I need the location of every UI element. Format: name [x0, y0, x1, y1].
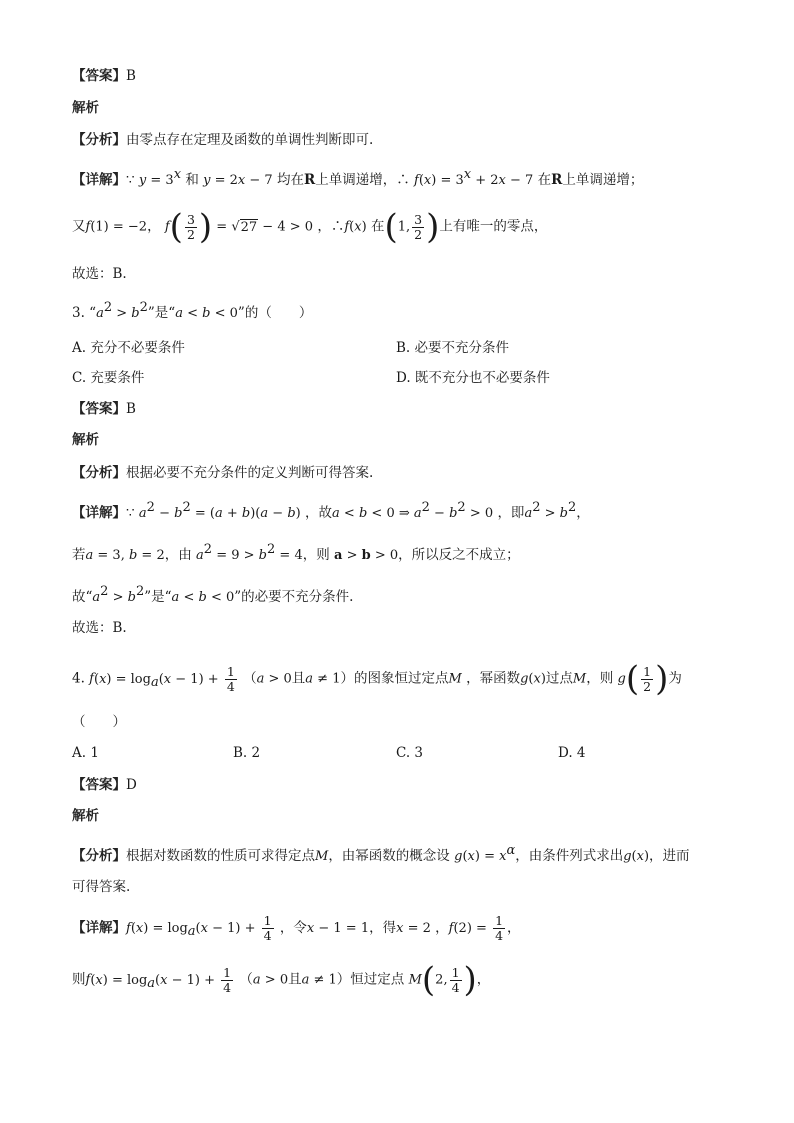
q4-option-c: C. 3: [396, 745, 424, 761]
q3-detail-line-1: 【详解】∵ $a^2 - b^2 = (a + b)(a - b)$ ，故a < b < 0 ⇒ $a^2 - b^2 > 0$ ，即$a^2 > b^2$，: [72, 500, 590, 521]
q4-analyze-line-2: 可得答案.: [72, 879, 131, 895]
q4-option-d: D. 4: [558, 745, 586, 761]
q2-analyze-line: 【分析】由零点存在定理及函数的单调性判断即可.: [72, 132, 374, 148]
answer-label: 【答案】: [72, 68, 126, 84]
q3-answer-line: 【答案】B: [72, 401, 136, 417]
q3-option-a: A. 充分不必要条件: [72, 340, 185, 356]
q4-detail-line-1: 【详解】$f(x) = \log_a(x - 1)$ + $\frac{1}{4}$ ，令x − 1 = 1，得x = 2 ，f(2) = $\frac{1}{4}$ ，: [72, 913, 521, 943]
q3-detail-line-3: 故“$a^2 > b^2$”是“a < b < 0”的必要不充分条件.: [72, 584, 354, 605]
q4-option-a: A. 1: [72, 745, 99, 761]
q4-detail-line-2: 则$f(x) = \log_a(x - 1)$ + $\frac{1}{4}$ （a > 0且a ≠ 1）恒过定点 M(2, $\frac{1}{4}$ )，: [72, 960, 491, 1000]
q3-option-d: D. 既不充分也不必要条件: [396, 370, 550, 386]
q4-paren: （ ）: [72, 714, 126, 730]
q4-answer-line: 【答案】D: [72, 777, 137, 793]
q3-stem: 3. “$a^2 > b^2$”是“a < b < 0”的（ ）: [72, 300, 313, 321]
q2-choose-line: 故选：B.: [72, 266, 127, 282]
q2-detail-line-1: 【详解】∵ $y = 3^x$ 和 y = 2x − 7 均在R上单调递增，∴ $f(x) = 3^x + 2x - 7$ 在R上单调递增；: [72, 167, 644, 188]
q3-analysis-heading: 解析: [72, 432, 99, 448]
q3-detail-line-2: 若a = 3, b = 2，由 $a^2 = 9 > b^2 = 4$，则 a > b > 0，所以反之不成立；: [72, 542, 520, 563]
q3-choose-line: 故选：B.: [72, 620, 127, 636]
q4-stem: 4. $f(x) = \log_a(x - 1)$ + $\frac{1}{4}$ （a > 0且a ≠ 1）的图象恒过定点M ，幂函数g(x)过点M，则 g( $\frac{1}{2}$ )为: [72, 659, 682, 699]
math: y: [138, 173, 147, 188]
q3-analyze-line: 【分析】根据必要不充分条件的定义判断可得答案.: [72, 465, 374, 481]
q3-option-c: C. 充要条件: [72, 370, 145, 386]
q4-analyze-line-1: 【分析】根据对数函数的性质可求得定点M，由幂函数的概念设 $g(x) = x^\alpha$，由条件列式求出g(x)，进而: [72, 843, 690, 864]
q2-answer-line: [72, 66, 136, 86]
q4-option-b: B. 2: [233, 745, 261, 761]
q2-detail-line-2: 又f(1) = −2， f( $\frac{3}{2}$ ) = √27 − 4 > 0 ，∴f(x) 在(1, $\frac{3}{2}$ )上有唯一的零点，: [72, 207, 548, 247]
q2-answer: B: [126, 68, 136, 84]
q2-analysis-heading: 解析: [72, 100, 99, 116]
q3-option-b: B. 必要不充分条件: [396, 340, 510, 356]
q4-analysis-heading: 解析: [72, 808, 99, 824]
